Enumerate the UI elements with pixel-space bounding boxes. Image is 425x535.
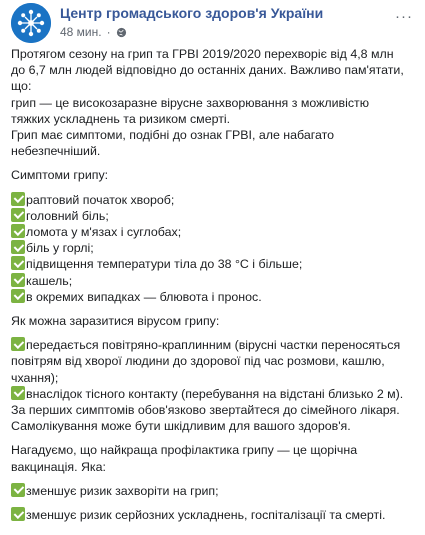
check-mark-icon	[11, 224, 25, 238]
check-mark-icon	[11, 507, 25, 521]
globe-icon	[116, 27, 127, 38]
post-text	[6, 46, 419, 523]
intro-line: тяжких ускладнень та ризиком смерті.	[11, 111, 231, 126]
symptom-item: підвищення температури тіла до 38 °С і більше;	[11, 256, 415, 272]
post-meta: 48 мин. ·	[60, 25, 127, 39]
intro-line: грип — це високозаразне вірусне захворювання з можливістю	[11, 95, 370, 110]
intro-line: Протягом сезону на грип та ГРВІ 2019/2020 перехворіє від 4,8 млн	[11, 47, 394, 61]
intro-line: небезпечніший.	[11, 144, 101, 159]
check-mark-icon	[11, 208, 25, 222]
check-mark-icon	[11, 192, 25, 206]
post-timestamp[interactable]: 48 мин.	[60, 25, 102, 39]
intro-line: до 6,7 млн людей відповідно до останніх даних. Важливо пам'ятати,	[11, 63, 404, 78]
infection-line: передається повітряно-краплинним (вірусні частки переносяться	[11, 337, 415, 353]
page-avatar[interactable]	[11, 3, 51, 43]
prevention-item: зменшує ризик серйозних ускладнень, госпіталізації та смерті.	[11, 507, 415, 523]
check-mark-icon	[11, 256, 25, 270]
infection-line: внаслідок тісного контакту (перебування на відстані близько 2 м).	[11, 386, 415, 402]
symptom-item: кашель;	[11, 273, 415, 289]
page-name-link[interactable]: Центр громадського здоров'я України	[60, 5, 324, 21]
symptom-item: біль у горлі;	[11, 240, 415, 256]
check-mark-icon	[11, 483, 25, 497]
intro-line: Грип має симптоми, подібні до ознак ГРВІ, але набагато	[11, 128, 335, 143]
intro-line: що:	[11, 79, 32, 94]
logo-icon	[11, 3, 51, 43]
symptom-item: головний біль;	[11, 208, 415, 224]
check-mark-icon	[11, 289, 25, 303]
infection-line: чхання);	[11, 370, 59, 385]
symptom-item: раптовий початок хвороб;	[11, 192, 415, 208]
infection-line: За перших симптомів обов'язково звертайтеся до сімейного лікаря.	[11, 403, 400, 418]
more-options-icon[interactable]: ···	[395, 8, 413, 25]
prevention-intro: вакцинація. Яка:	[11, 459, 106, 474]
symptoms-title: Симптоми грипу:	[11, 168, 109, 183]
infection-line: Самолікування може бути шкідливим для вашого здоров'я.	[11, 419, 351, 434]
infection-line: повітрям від хворої людини до здорової під час розмови, кашлю,	[11, 354, 385, 369]
check-mark-icon	[11, 337, 25, 351]
check-mark-icon	[11, 240, 25, 254]
check-mark-icon	[11, 273, 25, 287]
prevention-item: зменшує ризик захворіти на грип;	[11, 483, 415, 499]
infection-title: Як можна заразитися вірусом грипу:	[11, 314, 220, 329]
prevention-intro: Нагадуємо, що найкраща профілактика грипу — це щорічна	[11, 443, 358, 458]
symptom-item: в окремих випадках — блювота і пронос.	[11, 289, 415, 305]
check-mark-icon	[11, 386, 25, 400]
symptom-item: ломота у м'язах і суглобах;	[11, 224, 415, 240]
post-header	[6, 0, 419, 46]
